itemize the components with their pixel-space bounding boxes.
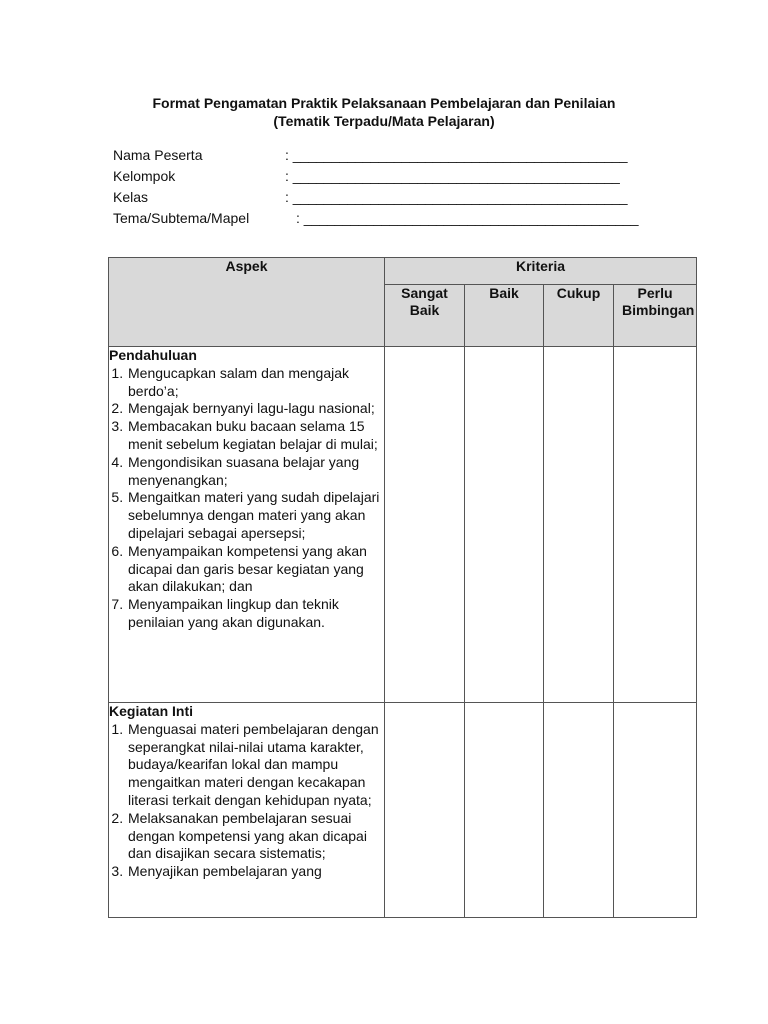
criteria-sangat-baik: Sangat Baik — [385, 285, 465, 347]
criteria-baik: Baik — [465, 285, 544, 347]
list-item: 4. Mengondisikan suasana belajar yang menyenangkan; — [127, 454, 384, 490]
field-label: Tema/Subtema/Mapel — [113, 210, 250, 226]
criteria-cukup: Cukup — [544, 285, 614, 347]
list-item: 1. Mengucapkan salam dan mengajak berdo’a; — [127, 365, 384, 401]
table-row — [109, 347, 697, 703]
observation-table — [108, 257, 697, 918]
list-item: 5. Mengaitkan materi yang sudah dipelajari sebelumnya dengan materi yang akan dipelajari sebagai apersepsi; — [127, 489, 384, 542]
list-item: 7. Menyampaikan lingkup dan teknik penilaian yang akan digunakan. — [127, 596, 384, 632]
field-blank-line: : ___________________________________________ — [285, 189, 628, 205]
field-blank-line: : ___________________________________________ — [285, 147, 628, 163]
list-item: 6. Menyampaikan kompetensi yang akan dicapai dan garis besar kegiatan yang akan dilakukan; dan — [127, 543, 384, 596]
section-title: Kegiatan Inti — [109, 703, 194, 719]
checkbox-cell-perlu-bimbingan[interactable] — [614, 347, 697, 703]
aspect-header: Aspek — [109, 258, 385, 347]
field-label: Nama Peserta — [113, 147, 203, 163]
checkbox-cell-sangat-baik[interactable] — [385, 347, 465, 703]
aspect-pendahuluan — [109, 347, 385, 703]
list-item: 1. Menguasai materi pembelajaran dengan seperangkat nilai-nilai utama karakter, budaya/kearifan lokal dan mampu mengaitkan materi dengan kecakapan literasi terkait dengan kehidupan nyata; — [127, 721, 384, 810]
document-subtitle: (Tematik Terpadu/Mata Pelajaran) — [273, 113, 495, 129]
criteria-perlu-bimbingan: Perlu Bimbingan — [614, 285, 697, 347]
list-item: 2. Melaksanakan pembelajaran sesuai dengan kompetensi yang akan dicapai dan disajikan secara sistematis; — [127, 810, 384, 863]
list-item: 2. Mengajak bernyanyi lagu-lagu nasional; — [127, 400, 384, 418]
checkbox-cell-cukup[interactable] — [544, 703, 614, 918]
field-label: Kelas — [113, 189, 149, 205]
checkbox-cell-baik[interactable] — [465, 703, 544, 918]
checkbox-cell-baik[interactable] — [465, 347, 544, 703]
criteria-header: Kriteria — [385, 258, 697, 285]
section-title: Pendahuluan — [109, 347, 197, 363]
aspect-kegiatan-inti — [109, 703, 385, 918]
field-blank-line: : __________________________________________ — [285, 168, 620, 184]
table-row — [109, 703, 697, 918]
field-label: Kelompok — [113, 168, 176, 184]
list-item: 3. Menyajikan pembelajaran yang — [127, 863, 384, 881]
list-item: 3. Membacakan buku bacaan selama 15 menit sebelum kegiatan belajar di mulai; — [127, 418, 384, 454]
checkbox-cell-perlu-bimbingan[interactable] — [614, 703, 697, 918]
checkbox-cell-sangat-baik[interactable] — [385, 703, 465, 918]
field-blank-line: : ___________________________________________ — [296, 210, 639, 226]
document-title: Format Pengamatan Praktik Pelaksanaan Pembelajaran dan Penilaian — [152, 95, 616, 111]
checkbox-cell-cukup[interactable] — [544, 347, 614, 703]
